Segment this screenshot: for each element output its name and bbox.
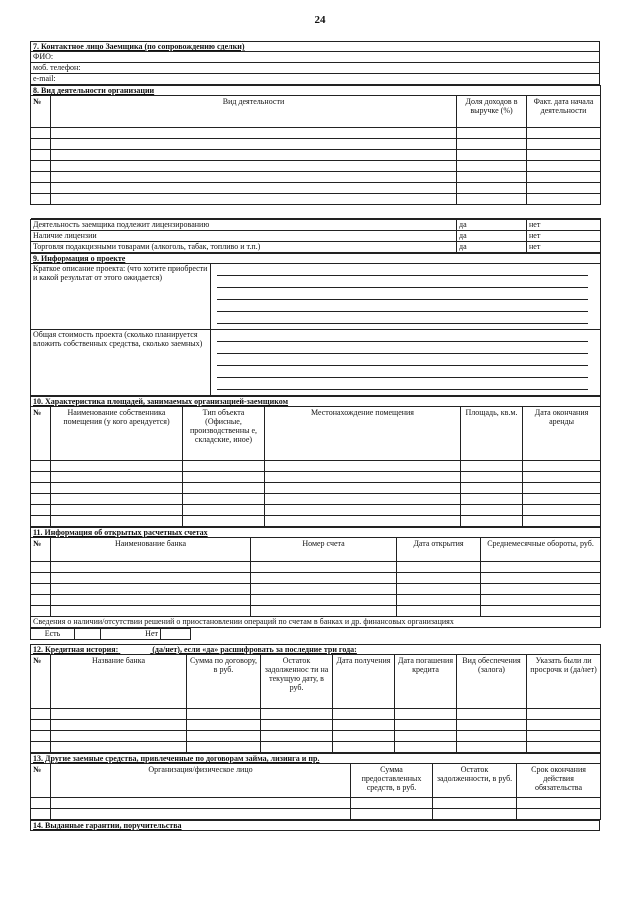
project-description-label: Краткое описание проекта: (что хотите приобрести и какой результат от этого ожидается)	[31, 264, 211, 330]
col-bank-name: Наименование банка	[51, 538, 251, 562]
col-num: №	[31, 407, 51, 461]
activity-cell[interactable]	[51, 183, 457, 194]
section-7-contact	[30, 41, 600, 85]
section-12-subtitle: (да/нет), если «да» расшифровать за последние три года:	[152, 645, 357, 654]
page-number: 24	[314, 14, 326, 26]
project-description-field[interactable]	[211, 264, 601, 330]
activity-cell[interactable]	[51, 172, 457, 183]
section-14-guarantees	[30, 820, 600, 831]
activity-cell[interactable]	[51, 128, 457, 139]
project-cost-label: Общая стоимость проекта (сколько планируется вложить собственных средства, сколько заемных)	[31, 330, 211, 396]
col-lease-end: Дата окончания аренды	[523, 407, 601, 461]
col-open-date: Дата открытия	[397, 538, 481, 562]
col-remaining-debt: Остаток задолженнос ти на текущую дату, в руб.	[261, 655, 333, 709]
section-7-title: 7. Контактное лицо Заемщика (по сопровождению сделки)	[31, 42, 600, 52]
suspension-yes-box[interactable]	[75, 629, 101, 640]
section-9-project	[30, 253, 601, 396]
col-bank-name: Название банка	[51, 655, 187, 709]
licensing-label: Деятельность заемщика подлежит лицензированию	[31, 220, 457, 231]
no-option[interactable]: нет	[527, 220, 601, 231]
col-object-type: Тип объекта (Офисные, производственны е, складские, иное)	[183, 407, 265, 461]
yes-option[interactable]: да	[457, 242, 527, 253]
suspension-note: Сведения о наличии/отсутствии решений о приостановлении операций по счетам в банках и др. финансовых организациях	[31, 617, 601, 628]
col-income-share: Доля доходов в выручке (%)	[457, 96, 527, 128]
section-11-accounts	[30, 527, 601, 628]
activity-cell[interactable]	[51, 150, 457, 161]
suspension-no-box[interactable]	[161, 629, 191, 640]
activity-cell[interactable]	[51, 161, 457, 172]
no-option[interactable]: нет	[527, 242, 601, 253]
col-account-number: Номер счета	[251, 538, 397, 562]
yes-option[interactable]: да	[457, 220, 527, 231]
col-contract-sum: Сумма по договору, в руб.	[187, 655, 261, 709]
section-13-title: 13. Другие заемные средства, привлеченные по договорам займа, лизинга и пр.	[31, 754, 601, 764]
section-12-credit-history	[30, 644, 601, 753]
section-9-title: 9. Информация о проекте	[31, 254, 601, 264]
questionnaire-form	[30, 41, 600, 831]
col-organization: Организация/физическое лицо	[51, 764, 351, 798]
license-label: Наличие лицензии	[31, 231, 457, 242]
col-num: №	[31, 764, 51, 798]
col-overdue: Указать были ли просрочк и (да/нет)	[527, 655, 601, 709]
yes-option[interactable]: да	[457, 231, 527, 242]
suspension-no-label: Нет	[101, 629, 161, 640]
col-provided-sum: Сумма предоставленных средств, в руб.	[351, 764, 433, 798]
section-10-premises	[30, 396, 601, 527]
activity-cell[interactable]	[51, 194, 457, 205]
excise-label: Торговля подакцизными товарами (алкоголь, табак, топливо и т.п.)	[31, 242, 457, 253]
section-8-activity	[30, 85, 601, 219]
section-12-title: 12. Кредитная история:	[33, 645, 119, 654]
licensing-table	[30, 219, 601, 253]
col-received-date: Дата получения	[333, 655, 395, 709]
suspension-yes-label: Есть	[31, 629, 75, 640]
section-14-title: 14. Выданные гарантии, поручительства	[31, 821, 600, 831]
email-field[interactable]: e-mail:	[31, 74, 600, 85]
section-10-title: 10. Характеристика площадей, занимаемых организацией-заемщиком	[31, 397, 601, 407]
col-remaining-debt: Остаток задолженности, в руб.	[433, 764, 517, 798]
activity-cell[interactable]	[51, 139, 457, 150]
suspension-options	[30, 628, 251, 640]
phone-field[interactable]: моб. телефон:	[31, 63, 600, 74]
col-location: Местонахождение помещения	[265, 407, 461, 461]
col-turnover: Среднемесячные обороты, руб.	[481, 538, 601, 562]
fio-field[interactable]: ФИО:	[31, 52, 600, 63]
col-owner: Наименование собственника помещения (у кого арендуется)	[51, 407, 183, 461]
no-option[interactable]: нет	[527, 231, 601, 242]
section-11-title: 11. Информация об открытых расчетных счетах	[31, 528, 601, 538]
col-area: Площадь, кв.м.	[461, 407, 523, 461]
col-obligation-end: Срок окончания действия обязательства	[517, 764, 601, 798]
col-num: №	[31, 538, 51, 562]
col-collateral: Вид обеспечения (залога)	[457, 655, 527, 709]
project-cost-field[interactable]	[211, 330, 601, 396]
section-13-other-borrowings	[30, 753, 601, 820]
col-num: №	[31, 96, 51, 128]
section-8-title: 8. Вид деятельности организации	[31, 86, 601, 96]
col-num: №	[31, 655, 51, 709]
col-start-date: Факт. дата начала деятельности	[527, 96, 601, 128]
col-activity: Вид деятельности	[51, 96, 457, 128]
col-repayment-date: Дата погашения кредита	[395, 655, 457, 709]
